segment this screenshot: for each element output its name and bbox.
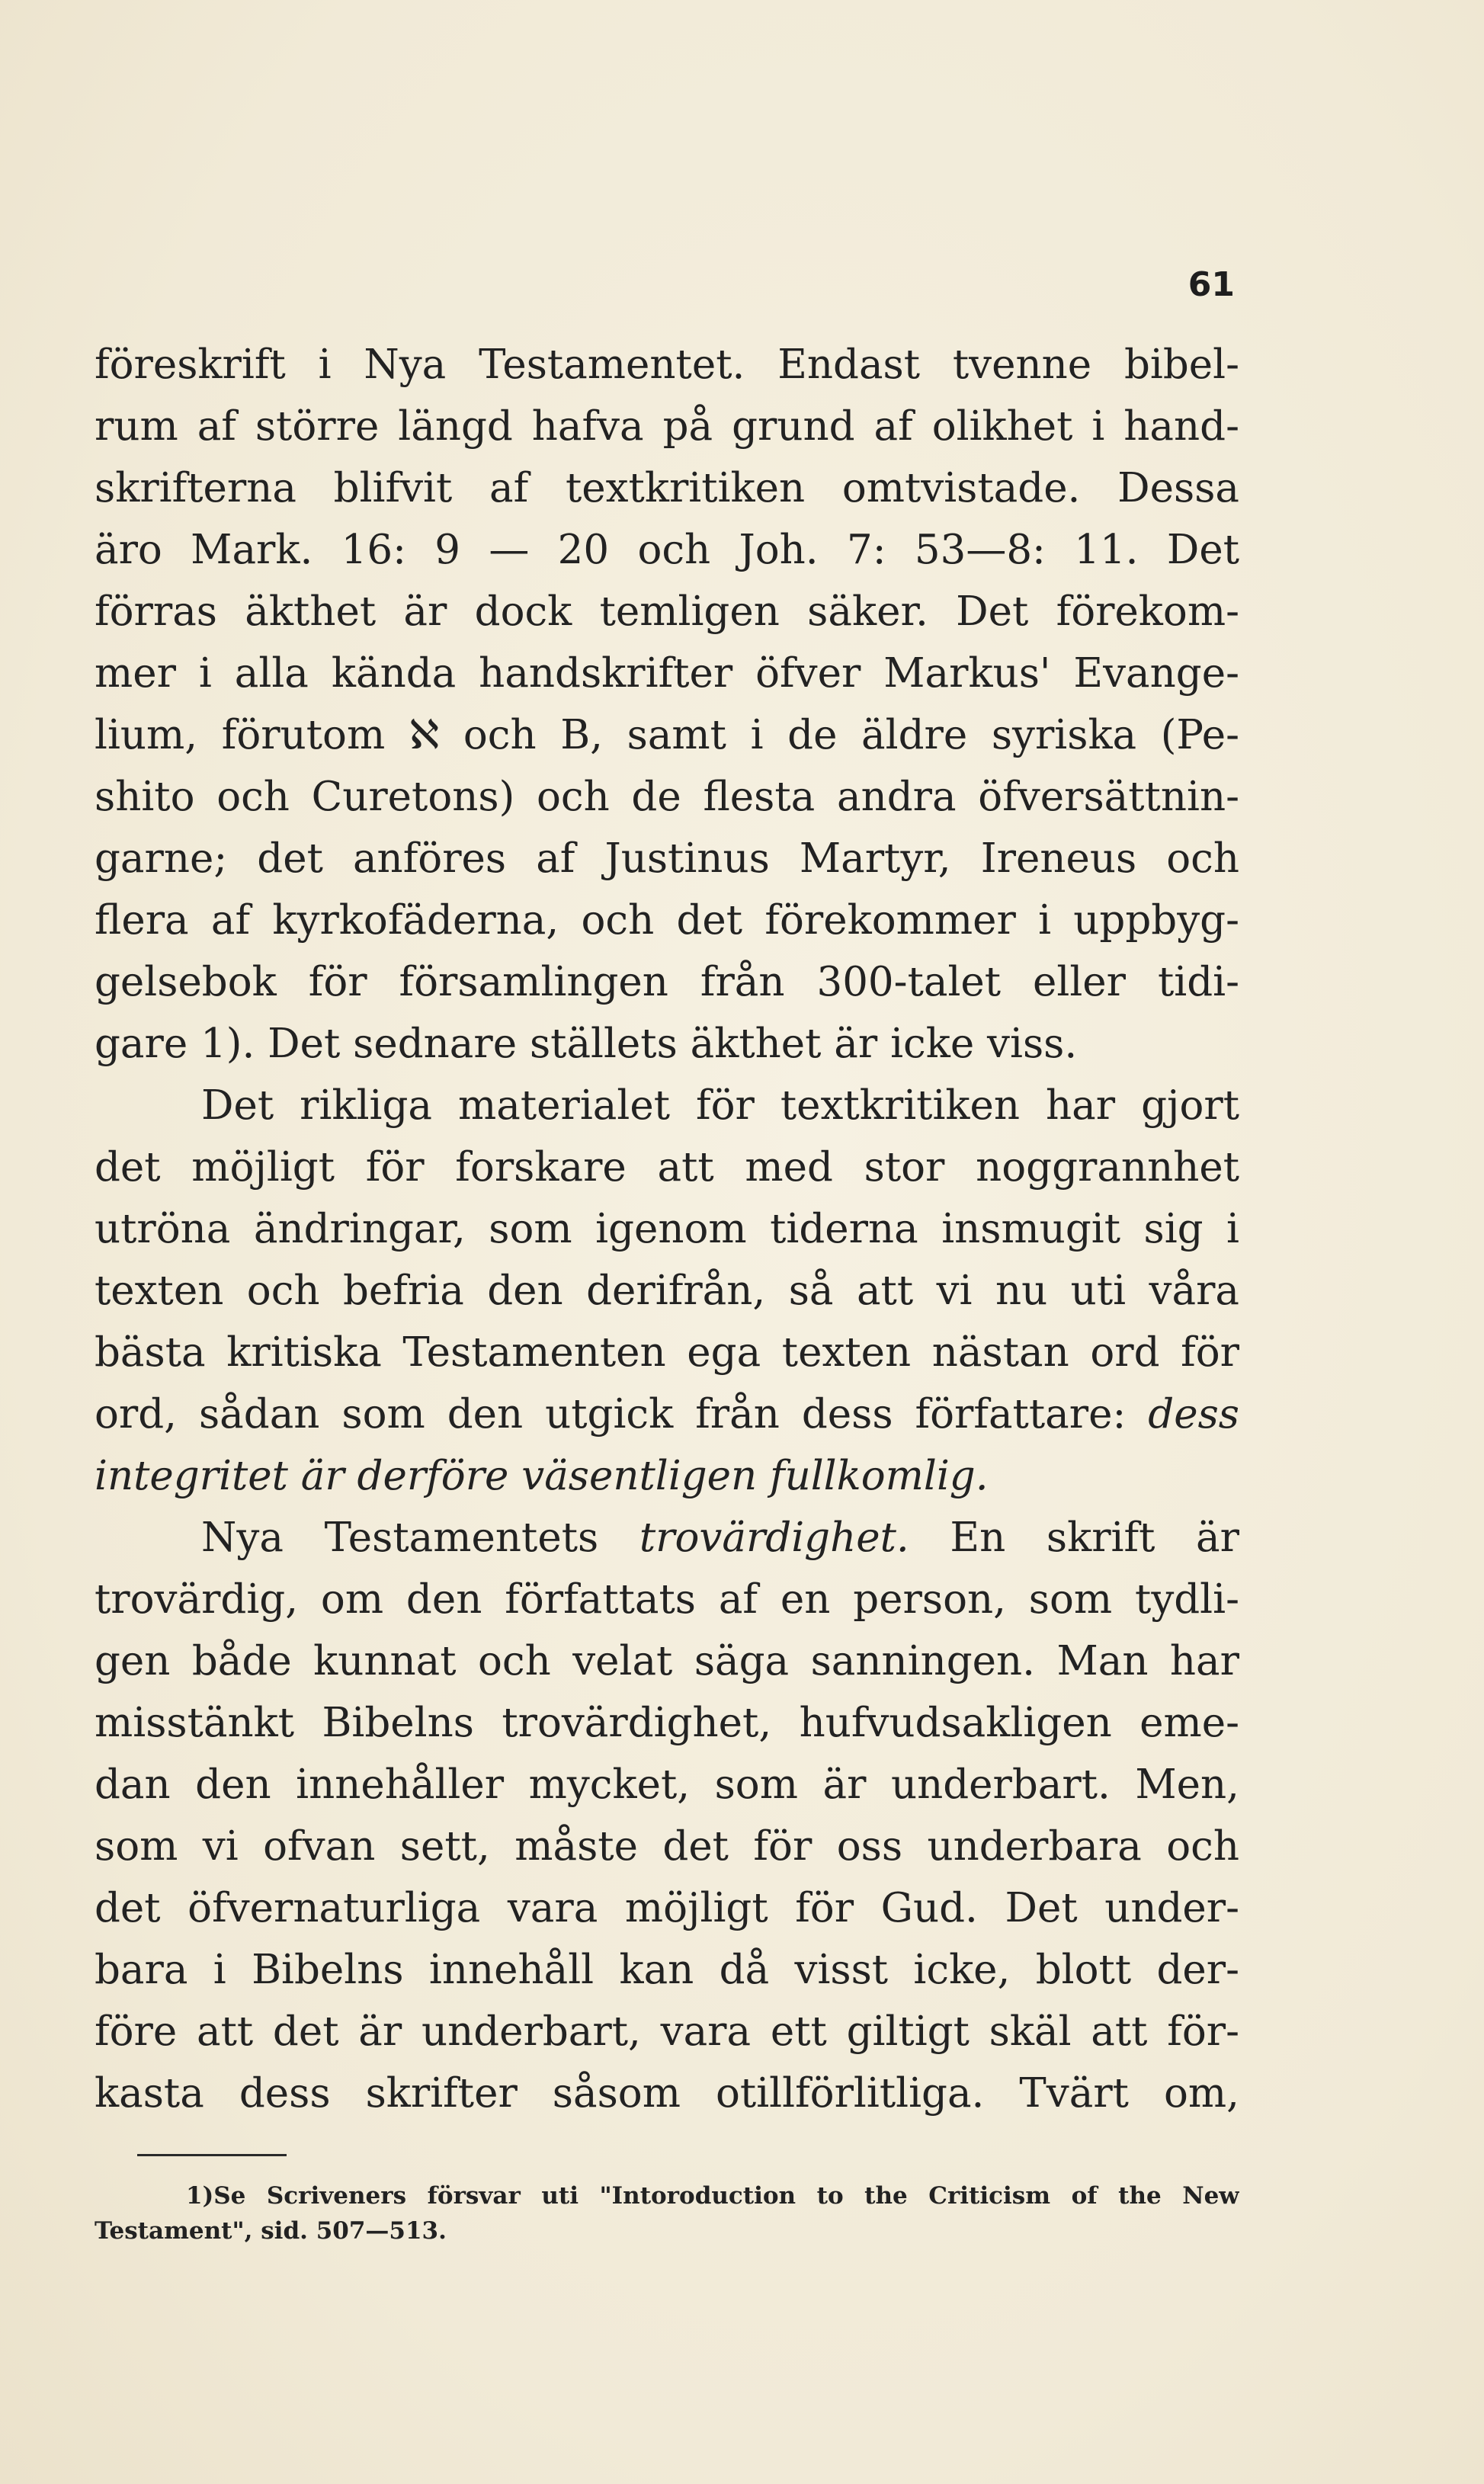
- text-line: gare 1). Det sednare ställets äkthet är icke viss.: [95, 1021, 1078, 1067]
- text-line: som vi ofvan sett, måste det för oss underbara och: [95, 1823, 1239, 1870]
- text-line: gelsebok för församlingen från 300-talet eller tidi-: [95, 959, 1239, 1005]
- text-line: garne; det anföres af Justinus Martyr, Ireneus och: [95, 835, 1239, 882]
- text-line: lium, förutom ℵ och B, samt i de äldre syriska (Pe-: [95, 712, 1239, 758]
- text-line-mixed: [95, 1507, 1239, 1569]
- footnote: [95, 2178, 1239, 2248]
- text-line: texten och befria den derifrån, så att vi nu uti våra: [95, 1268, 1239, 1314]
- text-line: shito och Curetons) och de flesta andra öfversättnin-: [95, 774, 1239, 820]
- text-line: före att det är underbart, vara ett giltigt skäl att för-: [95, 2008, 1239, 2055]
- text-line: Det rikliga materialet för textkritiken har gjort: [201, 1082, 1239, 1129]
- text-line: dan den innehåller mycket, som är underbart. Men,: [95, 1761, 1239, 1808]
- footnote-divider: [137, 2154, 287, 2156]
- body-text: [95, 334, 1239, 2124]
- text-line: rum af större längd hafva på grund af olikhet i hand-: [95, 403, 1239, 450]
- text-line: mer i alla kända handskrifter öfver Markus' Evange-: [95, 650, 1239, 697]
- text-line: flera af kyrkofäderna, och det förekommer i uppbyg-: [95, 897, 1239, 944]
- text-line: äro Mark. 16: 9 — 20 och Joh. 7: 53—8: 11. Det: [95, 527, 1239, 573]
- text-line: förras äkthet är dock temligen säker. Det förekom-: [95, 588, 1239, 635]
- footnote-line: Testament", sid. 507—513.: [95, 2217, 447, 2245]
- text-segment: ord, sådan som den utgick från dess författare:: [95, 1391, 1127, 1438]
- footnote-line: 1)Se Scriveners försvar uti "Intoroduction to the Criticism of the New: [186, 2182, 1239, 2210]
- text-line: trovärdig, om den författats af en person, som tydli-: [95, 1576, 1239, 1623]
- italic-segment: trovärdighet.: [639, 1514, 909, 1561]
- text-line: det öfvernaturliga vara möjligt för Gud. Det under-: [95, 1885, 1239, 1931]
- text-line: föreskrift i Nya Testamentet. Endast tvenne bibel-: [95, 341, 1239, 388]
- text-line: bästa kritiska Testamenten ega texten nästan ord för: [95, 1329, 1239, 1376]
- text-line: utröna ändringar, som igenom tiderna insmugit sig i: [95, 1206, 1239, 1252]
- italic-segment: dess: [1148, 1391, 1239, 1438]
- text-segment: En skrift är: [950, 1514, 1239, 1561]
- italic-segment: integritet är derföre väsentligen fullkomlig.: [95, 1453, 989, 1499]
- text-line: gen både kunnat och velat säga sanningen. Man har: [95, 1638, 1239, 1684]
- text-line: kasta dess skrifter såsom otillförlitliga. Tvärt om,: [95, 2070, 1239, 2117]
- text-line: bara i Bibelns innehåll kan då visst icke, blott der-: [95, 1947, 1239, 1993]
- text-segment: Nya Testamentets: [201, 1514, 599, 1561]
- text-line: det möjligt för forskare att med stor noggrannhet: [95, 1144, 1239, 1191]
- text-line-mixed: [95, 1383, 1239, 1445]
- text-line: misstänkt Bibelns trovärdighet, hufvudsakligen eme-: [95, 1700, 1239, 1746]
- text-line-italic: [95, 1445, 1239, 1507]
- page-number: 61: [1188, 265, 1235, 304]
- text-line: skrifterna blifvit af textkritiken omtvistade. Dessa: [95, 465, 1239, 511]
